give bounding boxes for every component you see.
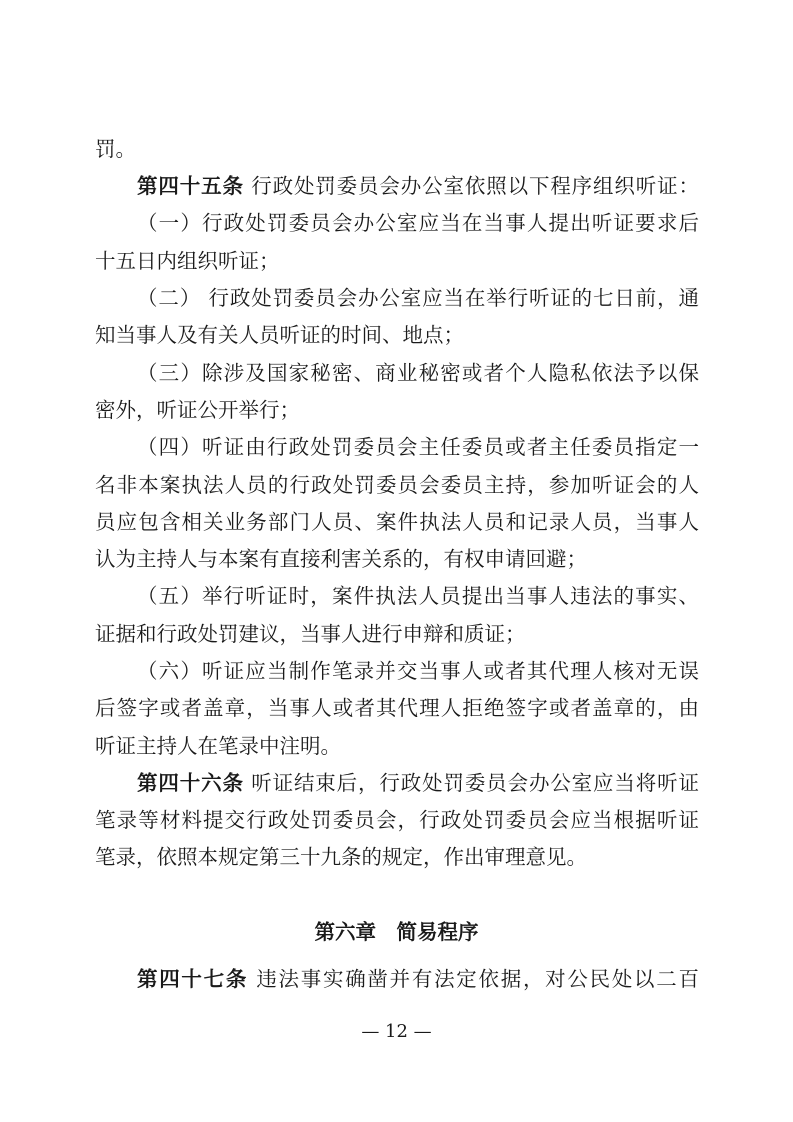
- article-title: 第四十五条: [137, 174, 244, 198]
- article-46: [137, 767, 699, 799]
- text-line: 后签字或者盖章，当事人或者其代理人拒绝签字或者盖章的，由: [95, 696, 699, 720]
- article-title: 第四十七条: [137, 967, 249, 991]
- text-line: （三）除涉及国家秘密、商业秘密或者个人隐私依法予以保: [137, 361, 699, 385]
- text-line: 密外，听证公开举行；: [95, 398, 300, 422]
- text-line: 员应包含相关业务部门人员、案件执法人员和记录人员，当事人: [95, 510, 699, 534]
- article-text: 行政处罚委员会办公室依照以下程序组织听证：: [251, 174, 699, 198]
- text-line: 罚。: [95, 137, 136, 161]
- text-line: 笔录等材料提交行政处罚委员会，行政处罚委员会应当根据听证: [95, 808, 699, 832]
- article-text: 听证结束后，行政处罚委员会办公室应当将听证: [251, 771, 699, 795]
- text-line: （六）听证应当制作笔录并交当事人或者其代理人核对无误: [137, 659, 699, 683]
- text-line: 证据和行政处罚建议，当事人进行申辩和质证；: [95, 622, 526, 646]
- chapter-heading: 第六章 简易程序: [314, 920, 479, 944]
- text-line: 名非本案执法人员的行政处罚委员会委员主持，参加听证会的人: [95, 473, 699, 497]
- text-line: 十五日内组织听证；: [95, 249, 280, 273]
- text-line: （五）举行听证时，案件执法人员提出当事人违法的事实、: [137, 584, 699, 608]
- text-line: （一）行政处罚委员会办公室应当在当事人提出听证要求后: [137, 211, 699, 235]
- article-title: 第四十六条: [137, 771, 244, 795]
- article-47: [137, 963, 699, 995]
- text-line: 认为主持人与本案有直接利害关系的，有权申请回避；: [95, 547, 587, 571]
- text-line: （四）听证由行政处罚委员会主任委员或者主任委员指定一: [137, 435, 699, 459]
- article-text: 违法事实确凿并有法定依据，对公民处以二百: [256, 967, 699, 991]
- text-line: 知当事人及有关人员听证的时间、地点；: [95, 323, 464, 347]
- text-line: （二） 行政处罚委员会办公室应当在举行听证的七日前，通: [137, 286, 699, 310]
- text-line: 笔录，依照本规定第三十九条的规定，作出审理意见。: [95, 845, 587, 869]
- article-45: [137, 170, 699, 202]
- page-number: — 12 —: [361, 1021, 432, 1042]
- text-line: 听证主持人在笔录中注明。: [95, 734, 341, 758]
